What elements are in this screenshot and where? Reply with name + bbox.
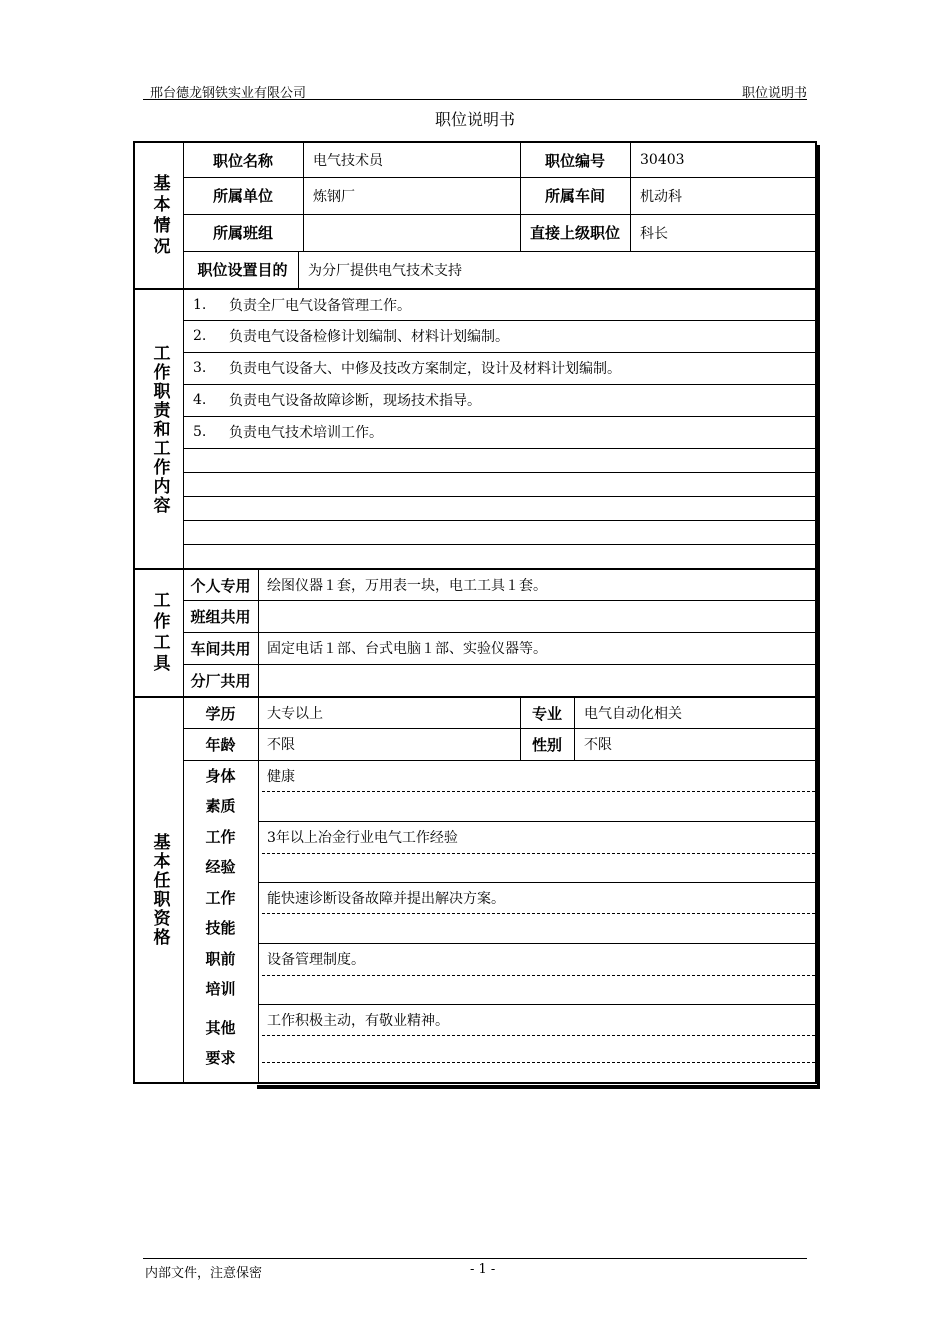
dashed-guide xyxy=(262,853,815,854)
header-doc-type: 职位说明书 xyxy=(741,86,807,101)
tools-workshop-label: 车间共用 xyxy=(190,639,251,658)
section-label-text: 工作工具 xyxy=(149,591,170,675)
section-duties-label xyxy=(135,290,183,568)
team-label: 所属班组 xyxy=(212,224,273,242)
section-label-text: 基本情况 xyxy=(149,173,170,258)
row-line xyxy=(258,1004,815,1005)
duty-text: 负责电气技术培训工作。 xyxy=(229,425,383,441)
duty-number: 4. xyxy=(193,392,207,408)
duty-number: 1. xyxy=(193,297,207,313)
age-value: 不限 xyxy=(267,737,295,753)
dashed-guide xyxy=(262,913,815,914)
training-value: 设备管理制度。 xyxy=(267,952,365,968)
education-value: 大专以上 xyxy=(267,706,323,722)
label-line: 经验 xyxy=(205,857,236,876)
label-line: 工作 xyxy=(205,827,236,846)
confidential-note: 内部文件，注意保密 xyxy=(145,1266,263,1281)
skills-value: 能快速诊断设备故障并提出解决方案。 xyxy=(267,891,505,907)
duty-text: 负责电气设备故障诊断，现场技术指导。 xyxy=(229,393,481,409)
section-label-text: 工作职责和工作内容 xyxy=(149,343,170,515)
unit-value: 炼钢厂 xyxy=(313,188,355,205)
position-code-label: 职位编号 xyxy=(544,151,605,170)
company-name: 邢台德龙钢铁实业有限公司 xyxy=(150,86,307,101)
label-line: 职前 xyxy=(205,949,236,968)
label-line: 其他 xyxy=(205,1019,236,1037)
education-label: 学历 xyxy=(205,704,236,723)
gender-label: 性别 xyxy=(531,735,562,754)
row-line xyxy=(258,943,815,944)
health-value: 健康 xyxy=(267,769,295,785)
duty-item xyxy=(193,320,509,352)
dashed-guide xyxy=(262,1062,815,1063)
duty-number: 5. xyxy=(193,424,207,440)
job-description-form xyxy=(133,141,817,1084)
training-label xyxy=(183,943,258,1004)
duty-text: 负责全厂电气设备管理工作。 xyxy=(229,298,411,314)
duty-item xyxy=(193,290,411,320)
row-line xyxy=(183,448,815,449)
tools-personal-value: 绘图仪器１套，万用表一块，电工工具１套。 xyxy=(267,578,547,594)
workshop-value: 机动科 xyxy=(640,188,682,205)
label-line: 要求 xyxy=(205,1049,236,1067)
form-shadow-right xyxy=(817,145,820,1089)
tools-personal-label: 个人专用 xyxy=(190,576,251,595)
label-line: 素质 xyxy=(205,796,236,815)
row-line xyxy=(183,664,815,665)
label-line: 工作 xyxy=(205,888,236,907)
purpose-label: 职位设置目的 xyxy=(197,261,288,279)
label-line: 培训 xyxy=(205,979,236,998)
gender-value: 不限 xyxy=(584,737,612,753)
dashed-guide xyxy=(262,791,815,792)
section-basic-label xyxy=(135,143,183,288)
health-label xyxy=(183,760,258,821)
row-line xyxy=(183,472,815,473)
position-code-value: 30403 xyxy=(640,152,685,168)
page-number: - 1 - xyxy=(470,1262,496,1277)
duty-number: 3. xyxy=(193,360,207,376)
duty-item xyxy=(193,384,481,416)
superior-value: 科长 xyxy=(640,225,668,242)
row-line xyxy=(183,600,815,601)
label-line: 身体 xyxy=(205,766,236,785)
purpose-value: 为分厂提供电气技术支持 xyxy=(308,262,462,279)
col-line xyxy=(298,251,299,288)
row-line xyxy=(183,544,815,545)
label-line: 技能 xyxy=(205,918,236,937)
superior-label: 直接上级职位 xyxy=(529,224,620,242)
age-label: 年龄 xyxy=(205,735,236,754)
section-qualifications-label xyxy=(135,698,183,1082)
page-title: 职位说明书 xyxy=(434,110,515,129)
form-shadow-bottom xyxy=(257,1085,820,1089)
tools-factory-label: 分厂共用 xyxy=(190,671,251,690)
duty-number: 2. xyxy=(193,328,207,344)
dashed-guide xyxy=(262,1035,815,1036)
row-line xyxy=(183,520,815,521)
row-line xyxy=(258,821,815,822)
col-line xyxy=(258,696,259,1082)
skills-label xyxy=(183,882,258,943)
col-line xyxy=(303,143,304,251)
col-line xyxy=(630,143,631,251)
duty-text: 负责电气设备大、中修及技改方案制定，设计及材料计划编制。 xyxy=(229,361,621,377)
major-label: 专业 xyxy=(531,704,562,723)
row-line xyxy=(183,496,815,497)
experience-label xyxy=(183,821,258,882)
experience-value: 3年以上冶金行业电气工作经验 xyxy=(267,830,458,846)
workshop-label: 所属车间 xyxy=(544,187,605,205)
other-label xyxy=(183,1004,258,1082)
tools-team-label: 班组共用 xyxy=(190,607,251,626)
row-line xyxy=(258,882,815,883)
other-value: 工作积极主动，有敬业精神。 xyxy=(267,1013,449,1029)
footer-divider xyxy=(143,1258,807,1259)
duty-item xyxy=(193,416,383,448)
row-line xyxy=(183,760,815,761)
section-label-text: 基本任职资格 xyxy=(149,833,170,947)
position-name-value: 电气技术员 xyxy=(313,153,383,169)
section-tools-label xyxy=(135,570,183,696)
major-value: 电气自动化相关 xyxy=(584,706,682,722)
duty-item xyxy=(193,352,621,384)
position-name-label: 职位名称 xyxy=(212,151,273,170)
tools-workshop-value: 固定电话１部、台式电脑１部、实验仪器等。 xyxy=(267,641,547,657)
unit-label: 所属单位 xyxy=(212,187,273,205)
header-divider xyxy=(143,99,807,100)
dashed-guide xyxy=(262,975,815,976)
duty-text: 负责电气设备检修计划编制、材料计划编制。 xyxy=(229,329,509,345)
